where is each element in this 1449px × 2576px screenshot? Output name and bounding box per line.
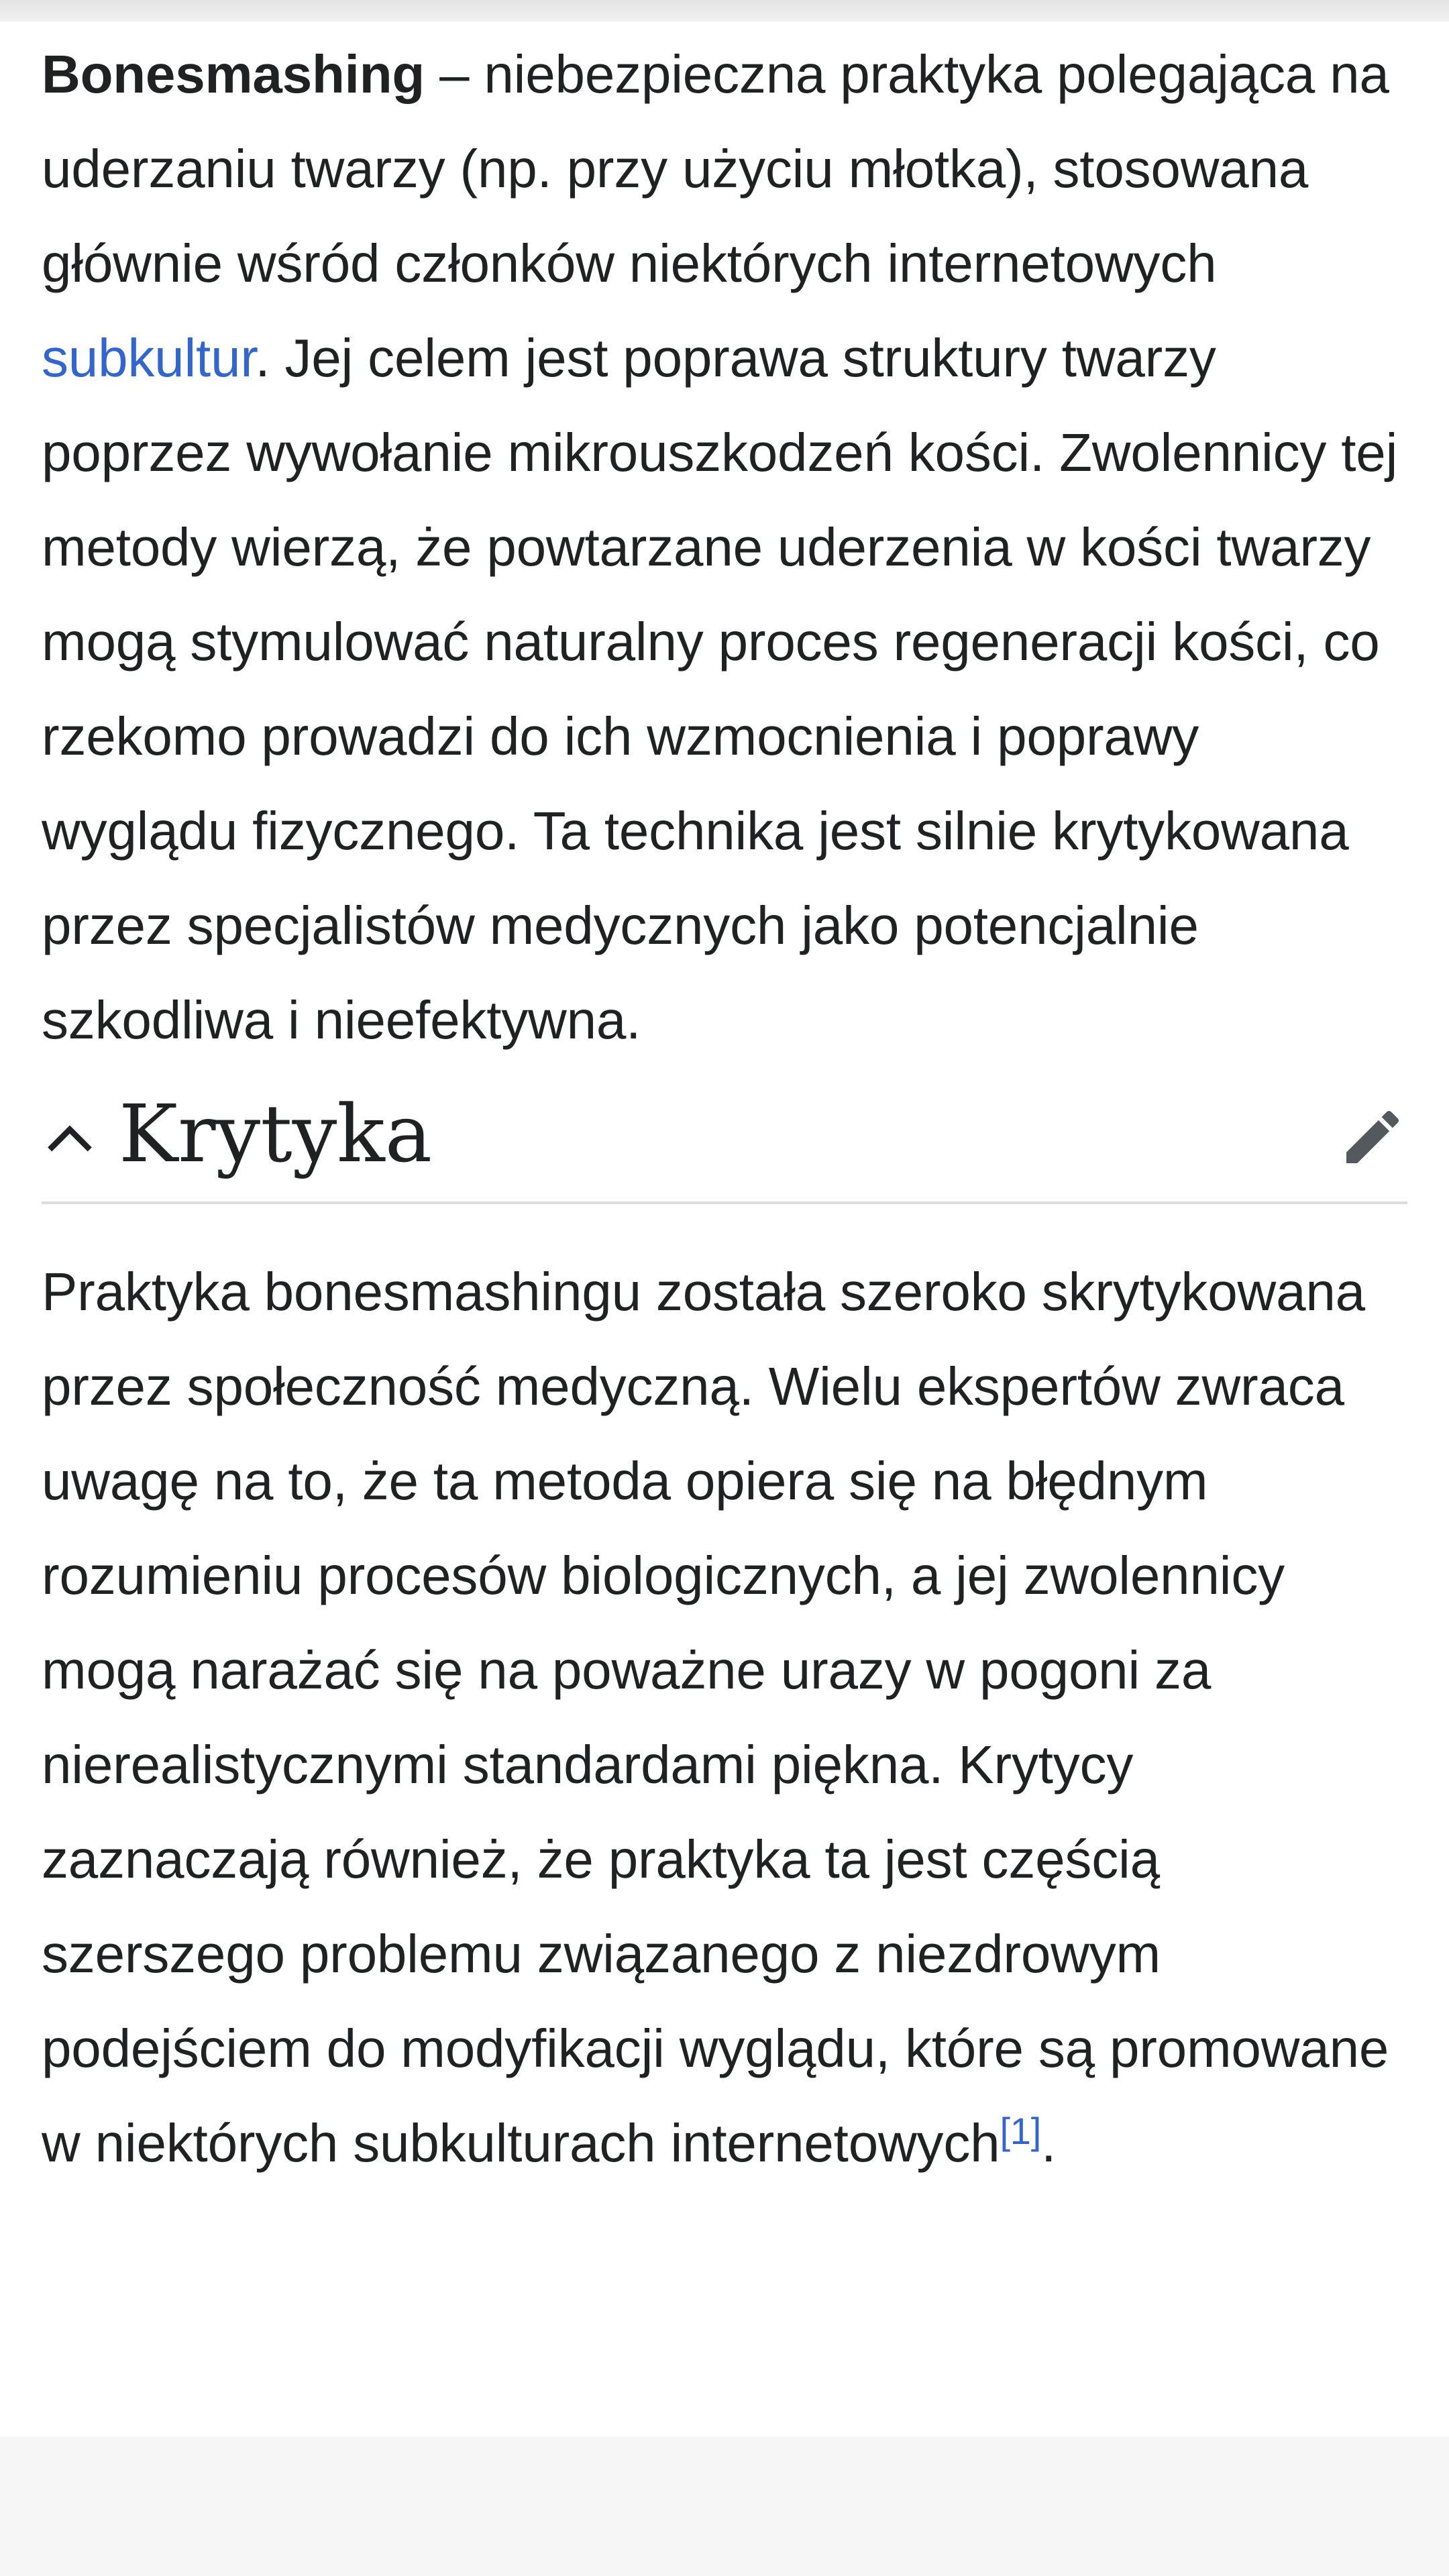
reference-link[interactable]: [1] [1000,2110,1042,2152]
top-status-strip [0,0,1449,21]
article-content [42,27,1407,2190]
section-header-krytyka[interactable] [42,1074,1407,1204]
pencil-icon[interactable] [1338,1102,1407,1172]
intro-text-before-link: – niebezpieczna praktyka polegająca na uderzaniu twarzy (np. przy użyciu młotka), stosowana głównie wśród członków niektórych internetowych [42,44,1389,293]
krytyka-text: Praktyka bonesmashingu została szeroko skrytykowana przez społeczność medyczną. Wielu ekspertów zwraca uwagę na to, że ta metoda opiera się na błędnym rozumieniu procesów biologicznych, a jej zwolennicy mogą narażać się na poważne urazy w pogoni za nierealistycznymi standardami piękna. Krytycy zaznaczają również, że praktyka ta jest częścią szerszego problemu związanego z niezdrowym podejściem do modyfikacji wyglądu, które są promowane w niektórych subkulturach internetowych [42,1262,1389,2173]
article-term: Bonesmashing [42,44,425,104]
bottom-area [0,2436,1449,2576]
subkultur-link[interactable]: subkultur [42,328,256,388]
chevron-up-icon[interactable] [43,1112,97,1165]
intro-paragraph [42,27,1407,1067]
krytyka-paragraph [42,1244,1407,2190]
krytyka-end-punct: . [1041,2113,1057,2173]
section-title: Krytyka [119,1087,433,1180]
intro-text-after-link: . Jej celem jest poprawa struktury twarzy poprzez wywołanie mikrouszkodzeń kości. Zwolennicy tej metody wierzą, że powtarzane uderzenia w kości twarzy mogą stymulować naturalny proces regeneracji kości, co rzekomo prowadzi do ich wzmocnienia i poprawy wyglądu fizycznego. Ta technika jest silnie krytykowana przez specjalistów medycznych jako potencjalnie szkodliwa i nieefektywna. [42,328,1398,1050]
